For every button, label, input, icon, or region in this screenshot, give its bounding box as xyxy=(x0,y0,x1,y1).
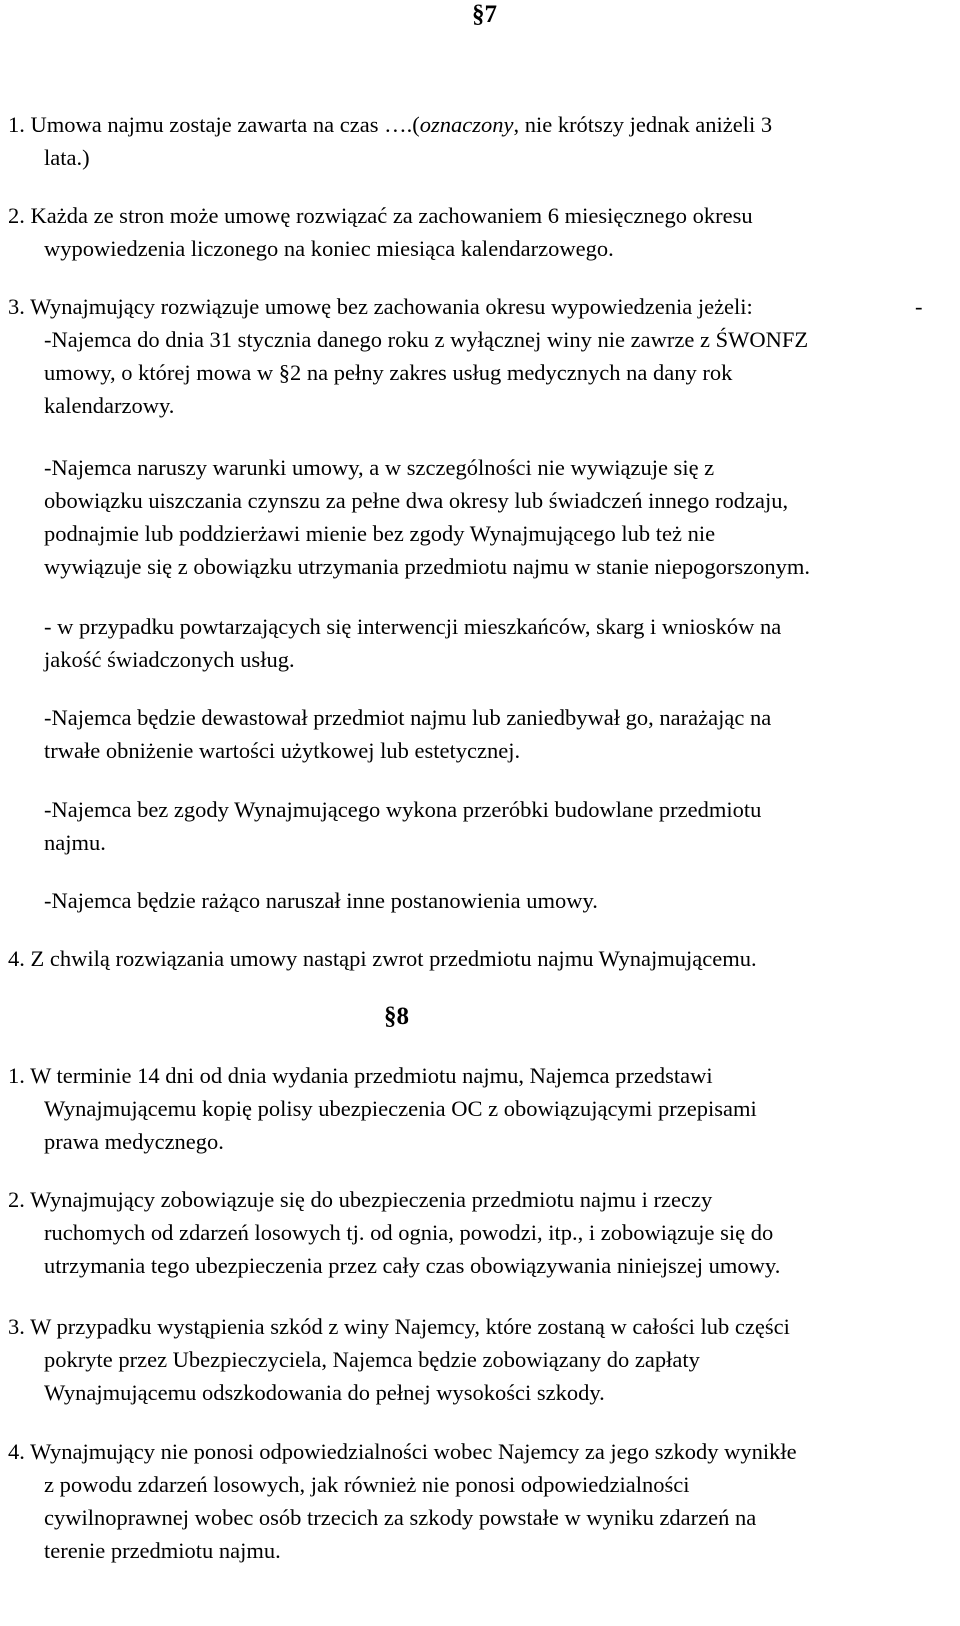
section-8-point-3-line-1: 3. W przypadku wystąpienia szkód z winy Najemcy, które zostaną w całości lub części xyxy=(8,1314,790,1339)
section-8-point-4-line-3: cywilnoprawnej wobec osób trzecich za szkody powstałe w wyniku zdarzeń na xyxy=(44,1505,757,1530)
section-8-point-2-line-3: utrzymania tego ubezpieczenia przez cały czas obowiązywania niniejszej umowy. xyxy=(44,1253,781,1278)
section-8-point-1-line-1: 1. W terminie 14 dni od dnia wydania przedmiotu najmu, Najemca przedstawi xyxy=(8,1063,713,1088)
section-7-point-3-line-4: kalendarzowy. xyxy=(44,393,175,418)
section-7-point-2-line-1: 2. Każda ze stron może umowę rozwiązać za zachowaniem 6 miesięcznego okresu xyxy=(8,203,753,228)
section-7-heading: §7 xyxy=(472,1,497,28)
section-8-point-4-line-4: terenie przedmiotu najmu. xyxy=(44,1538,281,1563)
bullet-4-line-2: najmu. xyxy=(44,830,106,855)
bullet-1-line-2: obowiązku uiszczania czynszu za pełne dwa okresy lub świadczeń innego rodzaju, xyxy=(44,488,789,513)
section-8-point-3-line-3: Wynajmującemu odszkodowania do pełnej wysokości szkody. xyxy=(44,1380,605,1405)
section-8-point-2-line-1: 2. Wynajmujący zobowiązuje się do ubezpieczenia przedmiotu najmu i rzeczy xyxy=(8,1187,713,1212)
section-8-point-3-line-2: pokryte przez Ubezpieczyciela, Najemca będzie zobowiązany do zapłaty xyxy=(44,1347,700,1372)
section-8-point-4-line-2: z powodu zdarzeń losowych, jak również nie ponosi odpowiedzialności xyxy=(44,1472,690,1497)
bullet-4-line-1: -Najemca bez zgody Wynajmującego wykona przeróbki budowlane przedmiotu xyxy=(44,797,762,822)
bullet-3-line-2: trwałe obniżenie wartości użytkowej lub estetycznej. xyxy=(44,738,521,763)
bullet-1-line-3: podnajmie lub poddzierżawi mienie bez zgody Wynajmującego lub też nie xyxy=(44,521,716,546)
section-8-point-2-line-2: ruchomych od zdarzeń losowych tj. od ognia, powodzi, itp., i zobowiązuje się do xyxy=(44,1220,774,1245)
bullet-2-line-2: jakość świadczonych usług. xyxy=(44,647,295,672)
bullet-3-line-1: -Najemca będzie dewastował przedmiot najmu lub zaniedbywał go, narażając na xyxy=(44,705,772,730)
section-7-point-1-italic: oznaczony xyxy=(419,112,514,137)
section-8-point-1-line-2: Wynajmującemu kopię polisy ubezpieczenia OC z obowiązującymi przepisami xyxy=(44,1096,757,1121)
section-7-point-1-line-1 xyxy=(8,110,772,140)
section-7-point-1-text-a: 1. Umowa najmu zostaje zawarta na czas ….( xyxy=(8,112,420,137)
section-8-point-4-line-1: 4. Wynajmujący nie ponosi odpowiedzialności wobec Najemcy za jego szkody wynikłe xyxy=(8,1439,797,1464)
bullet-2-line-1: - w przypadku powtarzających się interwencji mieszkańców, skarg i wniosków na xyxy=(44,614,782,639)
section-7-point-4-line-1: 4. Z chwilą rozwiązania umowy nastąpi zwrot przedmiotu najmu Wynajmującemu. xyxy=(8,946,757,971)
section-7-point-3-line-2: -Najemca do dnia 31 stycznia danego roku z wyłącznej winy nie zawrze z ŚWONFZ xyxy=(44,327,809,352)
section-7-point-3-trailing-dash: - xyxy=(915,294,923,319)
section-7-point-1-text-b: , nie krótszy jednak aniżeli 3 xyxy=(513,112,773,137)
bullet-1-line-4: wywiązuje się z obowiązku utrzymania przedmiotu najmu w stanie niepogorszonym. xyxy=(44,554,811,579)
bullet-1-line-1: -Najemca naruszy warunki umowy, a w szczególności nie wywiązuje się z xyxy=(44,455,715,480)
section-8-heading: §8 xyxy=(384,1003,409,1030)
section-7-point-2-line-2: wypowiedzenia liczonego na koniec miesiąca kalendarzowego. xyxy=(44,236,614,261)
section-7-point-1-line-2: lata.) xyxy=(44,145,90,170)
section-7-point-3-line-1: 3. Wynajmujący rozwiązuje umowę bez zachowania okresu wypowiedzenia jeżeli: xyxy=(8,294,753,319)
section-8-point-1-line-3: prawa medycznego. xyxy=(44,1129,224,1154)
section-7-point-3-line-3: umowy, o której mowa w §2 na pełny zakres usług medycznych na dany rok xyxy=(44,360,733,385)
bullet-5-line-1: -Najemca będzie rażąco naruszał inne postanowienia umowy. xyxy=(44,888,598,913)
